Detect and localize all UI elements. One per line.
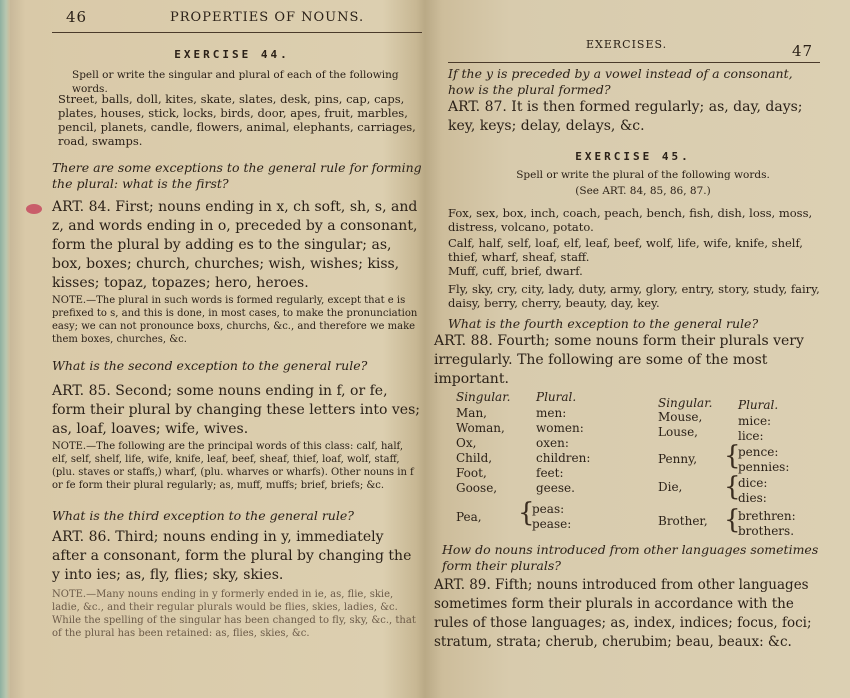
header-rule <box>52 32 422 33</box>
note-85: NOTE.—The following are the principal words of this class: calf, half, elf, self, shelf, life, wife, knife, leaf, beef, sheaf, thief, loaf, wolf, staff, (plu. staves or staffs,) wharf, (plu. wharves or wharfs). Other nouns in f or fe form their plural regularly; as, muff, muffs; brief, briefs; &c. <box>52 441 414 491</box>
penny-plurals: pence: pennies: <box>738 445 790 474</box>
exercise-instruction: Spell or write the plural of the following words. <box>516 169 770 181</box>
mouse-louse-singulars: Mouse, Louse, <box>658 410 703 439</box>
die-plurals: dice: dies: <box>738 476 768 505</box>
pea-singular: Pea, <box>456 510 482 524</box>
question-fifth-exception: How do nouns introduced from other languages sometimes form their plurals? <box>442 542 819 573</box>
question-second-exception: What is the second exception to the general rule? <box>52 358 368 373</box>
article-86: ART. 86. Third; nouns ending in y, immediately after a consonant, form the plural by changing the y into ies; as, fly, flies; sky, skies. <box>52 529 412 583</box>
brother-plurals: brethren: brothers. <box>738 509 796 538</box>
pea-brace: { <box>518 498 535 528</box>
exercise-words-4: Fly, sky, cry, city, lady, duty, army, glory, entry, story, study, fairy, daisy, berry, cherry, beauty, day, key. <box>448 282 820 310</box>
die-singular: Die, <box>658 480 683 494</box>
mouse-louse-plurals: mice: lice: <box>738 414 772 443</box>
exercise-words-3: Muff, cuff, brief, dwarf. <box>448 264 583 278</box>
col2-plural-heading: Plural. <box>738 398 779 412</box>
col2-singular-heading: Singular. <box>658 396 713 410</box>
note-86: NOTE.—Many nouns ending in y formerly ended in ie, as, flie, skie, ladie, &c., and their regular plurals would be flies, skies, ladies, &c. While the spelling of the singular has been changed to fly, sky, &c., that of the plural has been retained: as, flies, skies, &c. <box>52 589 416 639</box>
penny-brace: { <box>724 441 741 471</box>
left-page <box>12 0 422 698</box>
question-vowel-y: If the y is preceded by a vowel instead of a consonant, how is the plural formed? <box>448 66 793 97</box>
pea-plurals: peas: pease: <box>532 502 572 531</box>
brother-brace: { <box>724 505 741 535</box>
brother-singular: Brother, <box>658 514 708 528</box>
exercise-title: EXERCISE 45. <box>575 150 691 163</box>
page-number: 46 <box>66 8 88 26</box>
running-head: EXERCISES. <box>586 38 668 51</box>
page-edge <box>0 0 10 698</box>
exercise-words-1: Fox, sex, box, inch, coach, peach, bench, fish, dish, loss, moss, distress, volcano, potato. <box>448 206 813 234</box>
die-brace: { <box>724 472 741 502</box>
running-head: PROPERTIES OF NOUNS. <box>170 10 365 25</box>
exercise-reference: (See ART. 84, 85, 86, 87.) <box>575 185 711 197</box>
col1-singular-heading: Singular. <box>456 390 511 404</box>
exercise-words: Street, balls, doll, kites, skate, slates, desk, pins, cap, caps, plates, houses, stick, locks, birds, door, apes, fruit, marbles, pencil, planets, candle, flowers, animal, elephants, carriages, road, swamps. <box>58 92 416 148</box>
question-first-exception: There are some exceptions to the general rule for forming the plural: what is the first? <box>52 160 422 191</box>
exercise-title: EXERCISE 44. <box>174 48 290 61</box>
article-88: ART. 88. Fourth; some nouns form their plurals very irregularly. The following are some of the most important. <box>434 333 804 387</box>
article-85: ART. 85. Second; some nouns ending in f, or fe, form their plural by changing these letters into ves; as, loaf, loaves; wife, wives. <box>52 383 420 437</box>
question-third-exception: What is the third exception to the general rule? <box>52 508 354 523</box>
note-84: NOTE.—The plural in such words is formed regularly, except that e is prefixed to s, and this is done, in most cases, to make the pronunciation easy; we can not pronounce boxs, churchs, &c., and therefore we make them boxes, churches, &c. <box>52 295 418 345</box>
article-84: ART. 84. First; nouns ending in x, ch soft, sh, s, and z, and words ending in o, preceded by a consonant, form the plural by adding es to the singular; as, box, boxes; church, churches; wish, wishes; kiss, kisses; topaz, topazes; hero, heroes. <box>52 199 418 291</box>
question-fourth-exception: What is the fourth exception to the general rule? <box>448 316 759 331</box>
penny-singular: Penny, <box>658 452 698 466</box>
page-number: 47 <box>792 42 814 60</box>
col1-plural-heading: Plural. <box>536 390 577 404</box>
right-page <box>428 0 846 698</box>
header-rule <box>448 62 820 63</box>
exercise-instruction: Spell or write the singular and plural of each of the following words. <box>72 69 399 95</box>
exercise-words-2: Calf, half, self, loaf, elf, leaf, beef, wolf, life, wife, knife, shelf, thief, wharf, sheaf, staff. <box>448 236 803 264</box>
article-87: ART. 87. It is then formed regularly; as, day, days; key, keys; delay, delays, &c. <box>448 99 803 134</box>
col1-singulars: Man, Woman, Ox, Child, Foot, Goose, <box>456 406 505 495</box>
col1-plurals: men: women: oxen: children: feet: geese. <box>536 406 591 495</box>
article-89: ART. 89. Fifth; nouns introduced from other languages sometimes form their plurals in accordance with the rules of those languages; as, index, indices; focus, foci; stratum, strata; cherub, cherubim; beau, beaux: &c. <box>434 577 812 650</box>
